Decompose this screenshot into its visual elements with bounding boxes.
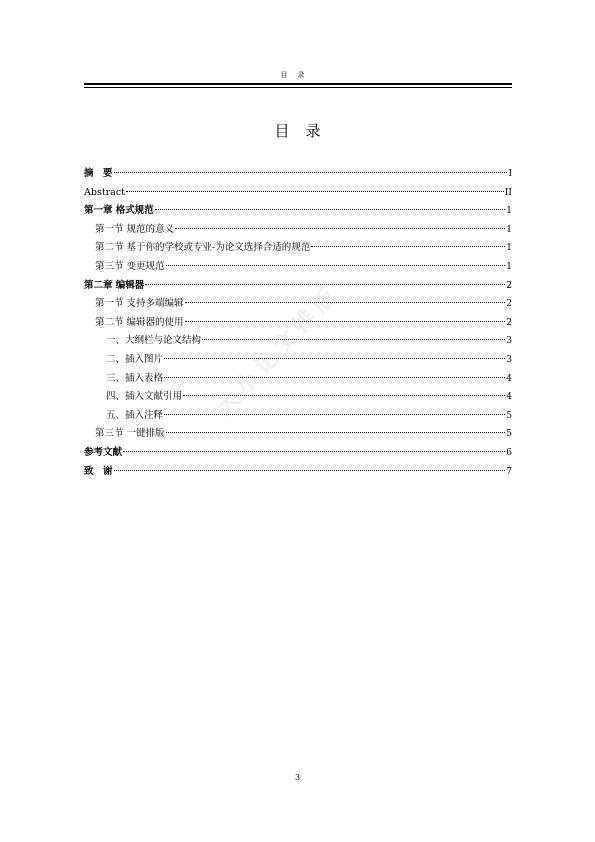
- toc-entry-label: 摘 要: [84, 168, 113, 179]
- page-number: 3: [294, 773, 301, 782]
- toc-entry-label: 第一章 格式规范: [84, 205, 154, 217]
- toc-entry-page: 3: [506, 336, 512, 347]
- toc-entry[interactable]: [84, 202, 512, 221]
- toc-entry-label: 第一节 规范的意义: [95, 223, 175, 235]
- toc-entry-page: 2: [506, 280, 512, 291]
- toc-entry-label: 第一节 支持多端编辑: [95, 298, 184, 310]
- toc-dot-leader: [185, 321, 506, 322]
- toc-entry-page: 4: [506, 392, 512, 403]
- header-rule-thick: [84, 83, 512, 85]
- toc-entry-label: 第三节 变更规范: [95, 260, 165, 272]
- toc-entry-page: 1: [506, 206, 512, 217]
- toc-entry[interactable]: [84, 388, 512, 407]
- toc-dot-leader: [164, 414, 505, 415]
- toc-entry-page: 2: [506, 299, 512, 310]
- toc-entry[interactable]: [84, 407, 512, 426]
- toc-entry[interactable]: [84, 258, 512, 277]
- toc-dot-leader: [166, 432, 506, 433]
- toc-entry-label: 四、插入文献引用: [106, 391, 183, 403]
- toc-entry-label: Abstract: [84, 186, 125, 198]
- toc-dot-leader: [175, 228, 505, 229]
- toc-entry-label: 致 谢: [84, 465, 113, 477]
- toc-entry[interactable]: [84, 425, 512, 444]
- toc-entry-page: II: [504, 187, 512, 198]
- toc-entry[interactable]: [84, 184, 512, 203]
- toc-entry-label: 参考文献: [84, 446, 123, 458]
- toc-entry[interactable]: [84, 165, 512, 184]
- toc-entry-page: 4: [506, 373, 512, 384]
- toc-entry-page: 1: [506, 224, 512, 235]
- toc-entry-page: 5: [506, 410, 512, 421]
- toc-entry-page: 6: [506, 447, 512, 458]
- toc-entry[interactable]: [84, 351, 512, 370]
- toc-entry[interactable]: [84, 221, 512, 240]
- toc-entry-label: 第二章 编辑器: [84, 279, 145, 291]
- toc-entry-page: 5: [506, 429, 512, 440]
- toc-entry[interactable]: [84, 370, 512, 389]
- toc-entry-label: 三、插入表格: [106, 372, 164, 384]
- running-header: 目录: [280, 71, 315, 79]
- toc-dot-leader: [164, 358, 505, 359]
- toc-entry-page: 3: [506, 354, 512, 365]
- toc-dot-leader: [185, 302, 506, 303]
- toc-entry[interactable]: [84, 463, 512, 482]
- toc-dot-leader: [311, 246, 505, 247]
- toc-entry[interactable]: [84, 239, 512, 258]
- toc-dot-leader: [155, 209, 505, 210]
- toc-dot-leader: [126, 191, 504, 192]
- watermark: 大小论文排版: [211, 279, 346, 421]
- toc-entry-page: 1: [506, 243, 512, 254]
- toc-dot-leader: [166, 265, 506, 266]
- toc-dot-leader: [114, 470, 506, 471]
- toc-entry-label: 第二节 基于你的学校或专业-为论文选择合适的规范: [95, 242, 311, 254]
- toc-entry-page: 2: [506, 317, 512, 328]
- toc-dot-leader: [164, 377, 505, 378]
- toc-entry[interactable]: [84, 444, 512, 463]
- toc-entry-page: 7: [506, 466, 512, 477]
- toc-dot-leader: [202, 339, 505, 340]
- toc-entry[interactable]: [84, 277, 512, 296]
- toc-entry-label: 第二节 编辑器的使用: [95, 316, 184, 328]
- toc-entry-page: I: [508, 169, 512, 179]
- toc-entry-label: 五、插入注释: [106, 409, 164, 421]
- toc-dot-leader: [123, 451, 505, 452]
- toc-entry-label: 第三节 一键排版: [95, 428, 165, 440]
- toc-entry-label: 一、大纲栏与论文结构: [106, 335, 202, 347]
- toc-entry-label: 二、插入图片: [106, 353, 164, 365]
- page-title: 目录: [274, 122, 337, 140]
- toc-dot-leader: [114, 172, 508, 173]
- header-rule-thin: [84, 87, 512, 88]
- toc-entry-page: 1: [506, 261, 512, 272]
